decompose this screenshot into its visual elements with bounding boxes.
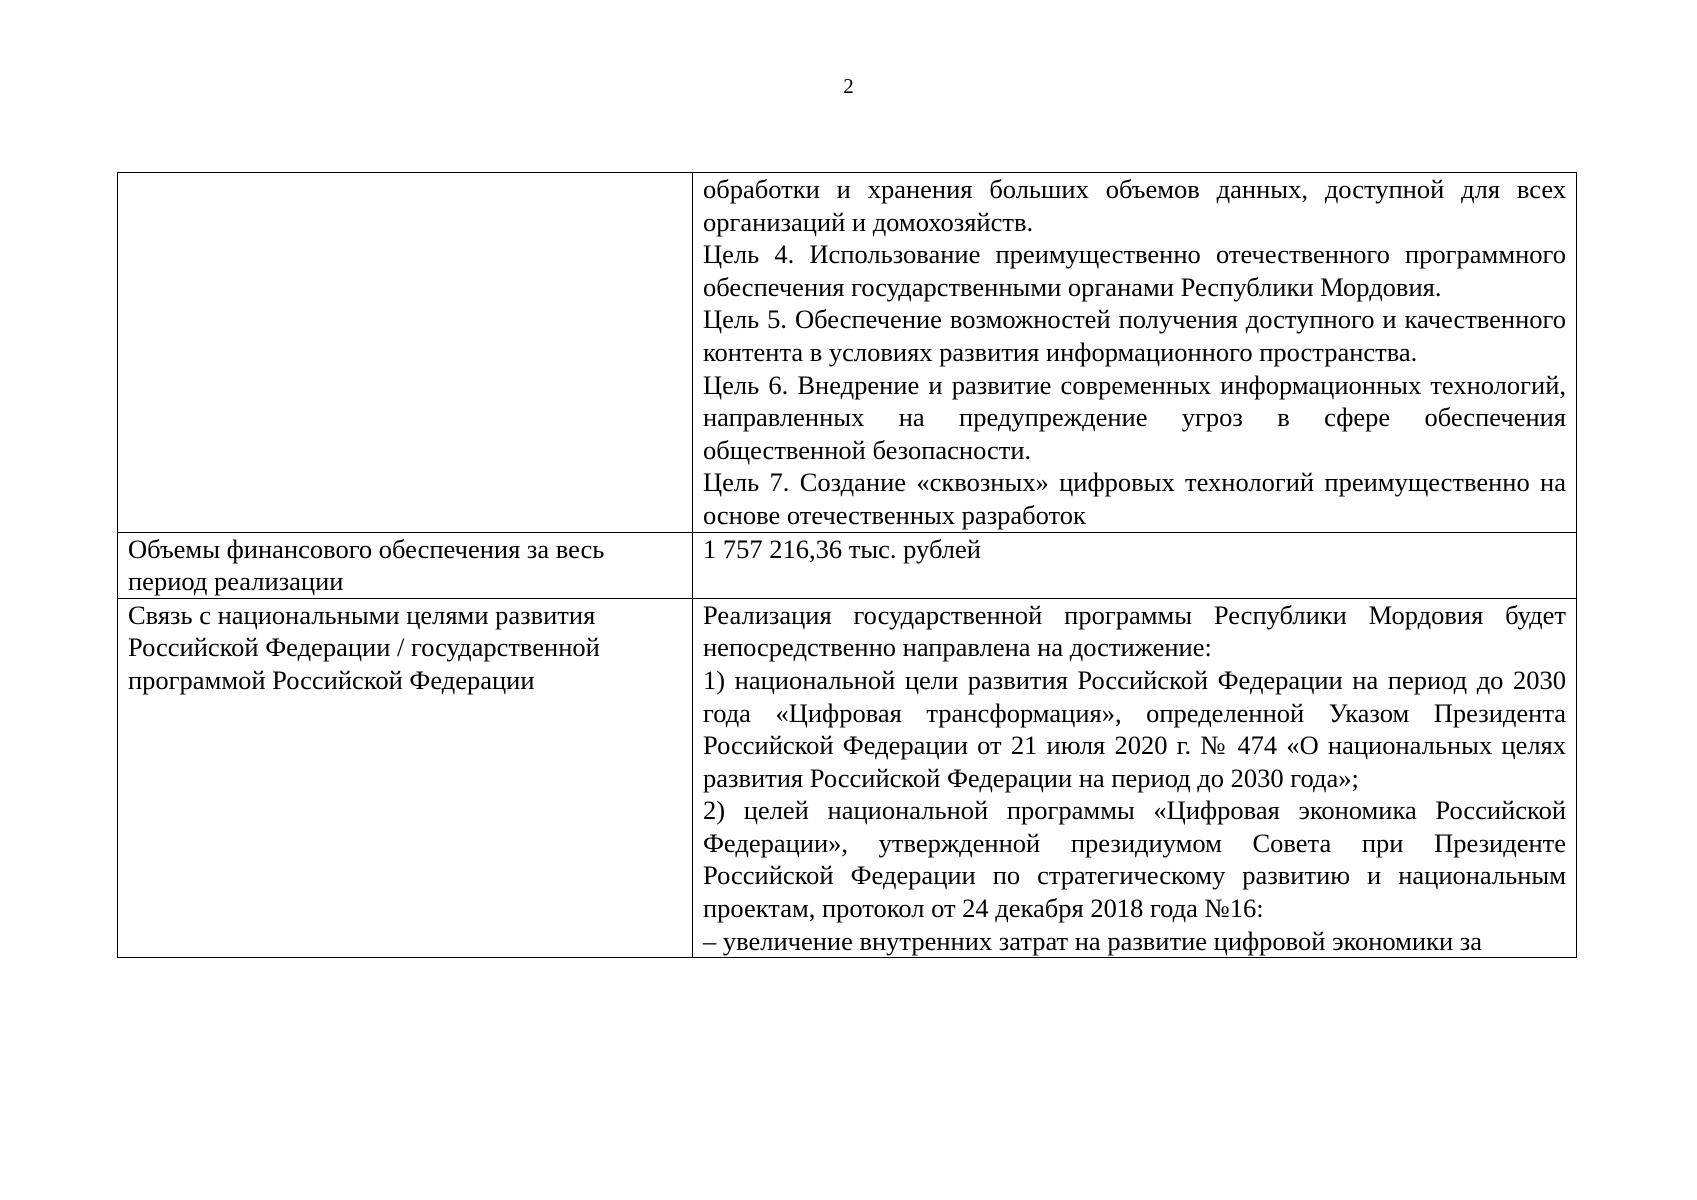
- goal-7-text: Цель 7. Создание «сквозных» цифровых технологий преимущественно на основе отечественных разработок: [703, 467, 1566, 530]
- national-goals-item-2: 2) целей национальной программы «Цифровая экономика Российской Федерации», утвержденной президиумом Совета при Президенте Российской Федерации по стратегическому развитию и национальным проектам, протокол от 24 декабря 2018 года №16:: [703, 795, 1566, 924]
- goal-text-continuation: обработки и хранения больших объемов данных, доступной для всех организаций и домохозяйств.: [703, 174, 1566, 237]
- row-label-cell: Объемы финансового обеспечения за весь период реализации: [118, 532, 693, 598]
- row-label-cell: [118, 173, 693, 533]
- funding-amount-text: 1 757 216,36 тыс. рублей: [703, 533, 981, 564]
- goal-6-text: Цель 6. Внедрение и развитие современных информационных технологий, направленных на предупреждение угроз в сфере обеспечения общественной безопасности.: [703, 369, 1566, 465]
- row-value-cell: [693, 173, 1577, 533]
- national-goals-item-3: – увеличение внутренних затрат на развитие цифровой экономики за: [703, 925, 1483, 956]
- row-value-cell: [693, 598, 1577, 958]
- table-row-funding: [118, 532, 1577, 598]
- table-row-goals: [118, 173, 1577, 533]
- goal-4-text: Цель 4. Использование преимущественно отечественного программного обеспечения государственными органами Республики Мордовия.: [703, 239, 1566, 302]
- program-passport-table: [117, 172, 1577, 958]
- page-number: 2: [843, 74, 854, 98]
- national-goals-item-1: 1) национальной цели развития Российской Федерации на период до 2030 года «Цифровая трансформация», определенной Указом Президента Российской Федерации от 21 июля 2020 г. № 474 «О национальных целях развития Российской Федерации на период до 2030 года»;: [703, 664, 1566, 793]
- goal-5-text: Цель 5. Обеспечение возможностей получения доступного и качественного контента в условиях развития информационного пространства.: [703, 304, 1566, 367]
- national-goals-intro: Реализация государственной программы Республики Мордовия будет непосредственно направлена на достижение:: [703, 599, 1566, 663]
- row-value-cell: [693, 532, 1577, 598]
- table-row-national-goals: [118, 598, 1577, 958]
- row-label-cell: Связь с национальными целями развития Российской Федерации / государственной программой Российской Федерации: [118, 598, 693, 958]
